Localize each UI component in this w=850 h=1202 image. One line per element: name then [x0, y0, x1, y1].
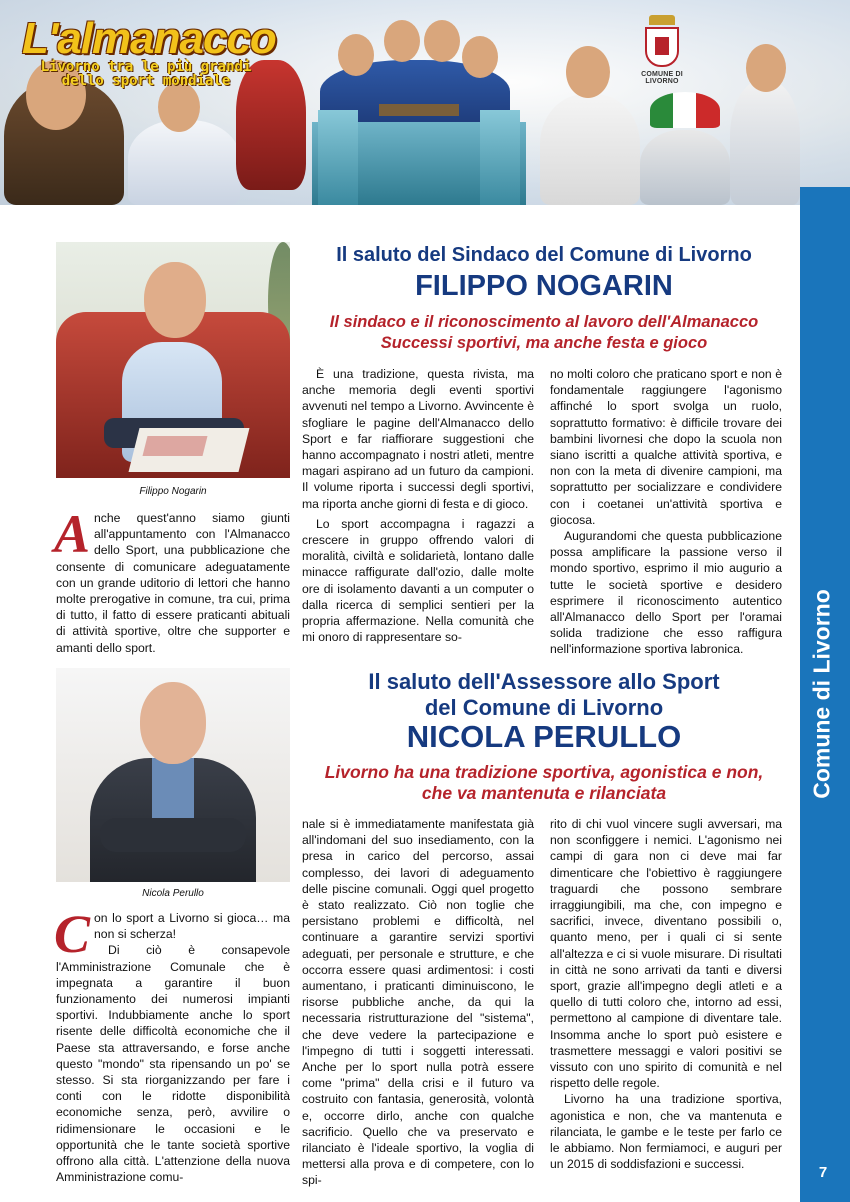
article1-subheading-2: Successi sportivi, ma anche festa e gioco — [380, 334, 708, 352]
article2-paragraph: Di ciò è consapevole l'Amministrazione Comunale che è impegnata a garantire il buon funzionamento dei numerosi impianti sportivi. Indubbiamente anche lo sport risente delle difficoltà economiche che il Paese sta attraversando, e forse anche questo "mondo" sta ripensando un po' se stesso. Si sta riorganizzando per fare i conti con le ridotte disponibilità economiche senza, però, avvilire o ridimensionare le occasioni e le opportunità che le tante società sportive offrono alla città. L'attenzione della nuova Amministrazione comu- — [56, 943, 290, 1185]
article2-column-2 — [302, 816, 534, 1189]
article2-intro-text: on lo sport a Livorno si gioca… ma non si scherza! — [94, 911, 290, 942]
article2-heading-2: del Comune di Livorno — [424, 695, 664, 720]
article1-subheading-1: Il sindaco e il riconoscimento al lavoro dell'Almanacco — [329, 313, 759, 331]
athlete-head — [338, 34, 374, 76]
section-label: Comune di Livorno — [808, 589, 835, 799]
page-number: 7 — [818, 1164, 828, 1181]
athlete-head — [746, 44, 786, 92]
athlete-head — [566, 46, 610, 98]
header-banner — [0, 0, 850, 205]
athlete-head — [424, 20, 460, 62]
athlete-image-6 — [640, 130, 730, 205]
article1-paragraph: È una tradizione, questa rivista, ma anche memoria degli eventi sportivi avvenuti nel tempo a Livorno. Avvincente è sfogliare le pagine dell'Almanacco dello Sport e far riaffiorare suggestioni che hanno accompagnato i nostri atleti, mentre magari aspirano ad un futuro da campioni. Il volume riporta i successi degli sportivi, ma riporta anche giorni di festa e di gioco. — [302, 367, 534, 511]
mayor-photo-caption: Filippo Nogarin — [139, 486, 207, 497]
athlete-image-5 — [540, 94, 640, 205]
sports-building-image — [312, 122, 526, 205]
article1-paragraph: Augurandomi che questa pubblicazione possa amplificare la passione verso il mondo sportivo, esprimo il mio augurio a tutte le società sportive e desidero esprimere il riconoscimento autentico all'Almanacco dello Sport per l'oramai solida tradizione che esso raffigura nell'informazione sportiva labronica. — [550, 529, 782, 657]
athlete-image-7 — [730, 80, 800, 205]
article2-column-3 — [550, 816, 782, 1172]
dropcap: C — [54, 904, 91, 964]
article2-paragraph: Livorno ha una tradizione sportiva, agonistica e non, che va mantenuta e rilanciata, le gambe e le teste per farlo ce le abbiamo. Non fermiamoci, e auguri per un 2015 di soddisfazioni e successi. — [550, 1092, 782, 1172]
dropcap: A — [54, 504, 91, 564]
crown-icon — [649, 15, 675, 25]
article2-paragraph: nale si è immediatamente manifestata già all'indomani del suo insediamento, con la presa in carico del percorso, assai complesso, dei lavori di adeguamento delle piscine comunali. Oggi quel progetto è stato realizzato. Ciò non toglie che persistano problemi e difficoltà, nel continuare a garantire servizi sportivi adeguati, per personale e strutture, e che occorra essere quasi ardimentosi: i costi aumentano, i praticanti diminuiscono, le risorse pubbliche anche, da qui la necessaria ristrutturazione del "sistema", che deve vedere la partecipazione e l'impegno di tutti i soggetti interessati. Anche per lo sport nulla potrà essere come "prima" della crisi e il futuro va costruito con fantasia, generosità, volontà e, occorre dirlo, anche con qualche sacrificio. Quello che va preservato e rilanciato è l'ideale sportivo, la voglia di mettersi alla prova e di competere, con lo spi- — [302, 817, 534, 1188]
article1-column-3 — [550, 366, 782, 658]
magazine-title: L'almanacco — [22, 14, 276, 63]
athlete-image-2 — [128, 120, 240, 205]
article1-heading: Il saluto del Sindaco del Comune di Livorno — [336, 244, 752, 266]
city-crest — [634, 15, 690, 95]
athlete-head — [384, 20, 420, 62]
assessor-photo-caption: Nicola Perullo — [142, 888, 204, 899]
article2-paragraph: rito di chi vuol vincere sugli avversari, ma non sconfiggere i nemici. L'agonismo nei campi di gara non ci deve mai far dimenticare che l'obiettivo è raggiungere traguardi che possono sembrare irraggiungibili, ma che, con impegno e sacrifici, invece, diventano possibili o, quanto meno, per i quali ci si sente all'altezza e ci si vuole misurare. Di risultati in città ne sono arrivati da tanti e diversi sport, grazie all'impegno degli atleti e a quello di tutti coloro che, intorno ad essi, permettono al campione di diventare tale. Insomma anche lo sport può esistere e trasmettere messaggi e valori positivi se vissuto con uno spirito di comunità e nel rispetto delle regole. — [550, 817, 782, 1091]
athlete-head — [462, 36, 498, 78]
article1-paragraph: no molti coloro che praticano sport e non è fondamentale raggiungere l'agonismo affinché lo sport svolga un ruolo, soprattutto formativo: è difficile trovare dei bambini livornesi che dopo la scuola non siano iscritti a qualche attività sportiva, e non con la meta di divenire campioni, ma soprattutto per socializzare e condividere con i coetanei un'attività sportiva e giocosa. — [550, 367, 782, 527]
assessor-photo — [56, 668, 290, 882]
magazine-tagline: Livorno tra le più grandi dello sport mondiale — [40, 59, 252, 89]
article2-subheading-1: Livorno ha una tradizione sportiva, agonistica e non, — [324, 762, 764, 782]
flag-hat-image — [650, 92, 720, 128]
article1-intro-text: nche quest'anno siamo giunti all'appuntamento con l'Almanacco dello Sport, una pubblicazione che consente di comunicare adeguatamente con un grande uditorio di lettori che hanno molte prerogative in comune, tra cui, prima di tutto, il fatto di essere praticanti abituali di attività sportive, oltre che supporter e amanti dello sport. — [56, 511, 290, 655]
shield-icon — [645, 27, 679, 67]
article2-name: NICOLA PERULLO — [406, 719, 682, 754]
article1-column-2 — [302, 366, 534, 645]
article1-name: FILIPPO NOGARIN — [415, 270, 673, 302]
article2-subheading-2: che va mantenuta e rilanciata — [421, 783, 667, 803]
crest-label: COMUNE DI LIVORNO — [641, 71, 683, 85]
article2-heading-1: Il saluto dell'Assessore allo Sport — [368, 669, 720, 694]
mayor-photo — [56, 242, 290, 478]
athlete-head — [158, 82, 200, 132]
article2-column-1 — [54, 904, 290, 1185]
article1-paragraph: Lo sport accompagna i ragazzi a crescere in gruppo offrendo valori di moralità, civiltà e solidarietà, lontano dalle minacce raffigurate dall'ozio, dalle molte ore di isolamento davanti a un computer o dalla ricerca di semplici sentieri per la propria affermazione. Nella comunità che mi onoro di rappresentare so- — [302, 516, 534, 645]
article1-intro-column — [54, 504, 290, 656]
